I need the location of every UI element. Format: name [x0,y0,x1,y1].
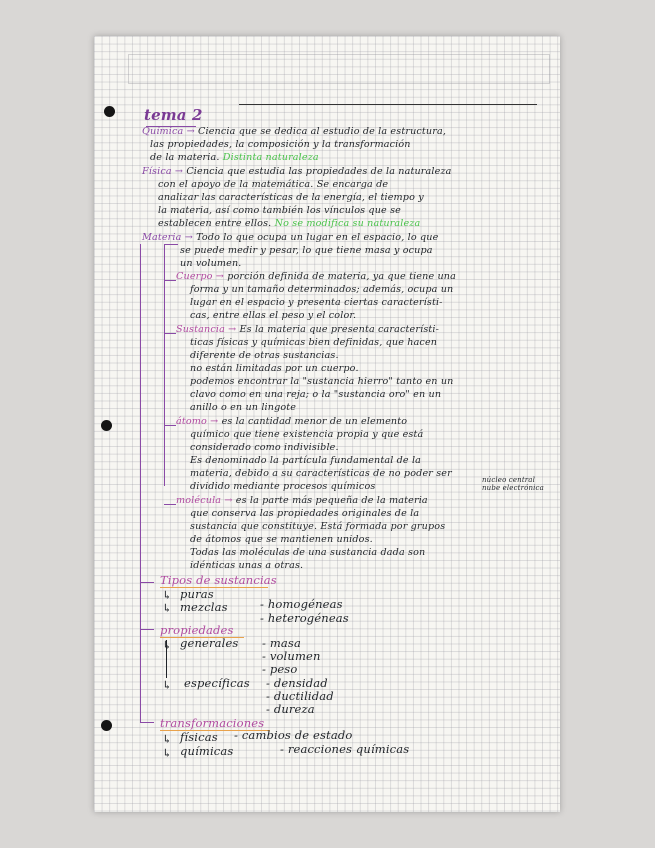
tipos-puras: puras [180,587,214,601]
note-text: establecen entre ellos. [158,218,275,229]
note-line [190,442,339,454]
note-text: lugar en el espacio y presenta ciertas característi- [190,297,443,308]
note-text: Cuerpo → [176,271,228,282]
note-text: Es la materia que presenta característi- [239,324,440,335]
main-tree-branch [140,629,154,630]
note-text: se puede medir y pesar, lo que tiene masa y ocupa [180,245,433,256]
note-text: cas, entre ellas el peso y el color. [190,310,357,321]
note-line [142,232,438,244]
note-line [190,429,423,441]
note-line [190,508,419,520]
generales-arrow: ↳ [162,638,172,652]
atom-note-2: nube electrónica [482,484,544,492]
note-text: las propiedades, la composición y la transformación [150,139,411,150]
materia-tree-branch [164,425,176,426]
binder-hole [101,720,112,731]
tipos-mezclas-arrow: ↳ [162,601,172,615]
materia-tree-branch [164,333,176,334]
note-text: podemos encontrar la "sustancia hierro" tanto en un [190,376,454,387]
transformaciones-quimicas: químicas [180,744,234,758]
note-text: diferente de otras sustancias. [190,350,339,361]
note-line [190,547,425,559]
note-line [180,258,242,270]
note-line [190,468,452,480]
note-line [158,218,420,230]
note-text: un volumen. [180,258,242,269]
note-text: que conserva las propiedades originales de la [190,508,420,519]
note-line [158,205,401,217]
tipos-underline [160,587,268,588]
note-line [150,152,319,164]
note-line [142,126,446,138]
especificas-dureza: - dureza [266,702,315,716]
note-text: Materia → [142,232,197,243]
generales-masa: - masa [262,636,301,650]
note-line [190,363,359,375]
title-underline [239,104,537,105]
note-text: la materia, así como también los vínculos que se [158,205,401,216]
tipos-mezclas: mezclas [180,600,228,614]
note-text: idénticas unas a otras. [190,560,304,571]
note-text: analizar las características de la energía, el tiempo y [158,192,424,203]
note-line [190,455,421,467]
note-line [176,324,439,336]
note-line [190,481,375,493]
notebook-page [94,36,560,812]
main-tree-line [140,244,141,722]
especificas-ductilidad: - ductilidad [266,689,334,703]
propiedades-generales: generales [180,636,239,650]
note-text: con el apoyo de la matemática. Se encarga de [158,179,389,190]
note-text: Es denominado la partícula fundamental de la [190,455,422,466]
note-text: sustancia que constituye. Está formada por grupos [190,521,446,532]
note-line [190,350,339,362]
note-text: No se modifica su naturaleza [274,218,421,229]
tipos-heading: Tipos de sustancias [160,573,277,587]
note-line [158,192,424,204]
note-text: Todo lo que ocupa un lugar en el espacio, lo que [196,232,439,243]
note-line [190,310,356,322]
note-text: Ciencia que estudia las propiedades de la naturaleza [186,166,452,177]
note-line [176,416,407,428]
note-text: átomo → [176,416,222,427]
note-text: Ciencia que se dedica al estudio de la estructura, [198,126,447,137]
note-text: anillo o en un lingote [190,402,297,413]
note-text: Todas las moléculas de una sustancia dada son [190,547,426,558]
tipos-puras-arrow: ↳ [162,588,172,602]
note-line [190,284,453,296]
quimicas-reacciones: - reacciones químicas [280,742,410,756]
note-line [180,245,433,257]
note-text: es la cantidad menor de un elemento [221,416,408,427]
materia-tree-branch [164,280,176,281]
especificas-arrow: ↳ [162,678,172,692]
note-text: es la parte más pequeña de la materia [235,495,428,506]
note-line [190,376,454,388]
note-line [190,389,441,401]
generales-volumen: - volumen [262,649,321,663]
note-text: forma y un tamaño determinados; además, ocupa un [190,284,454,295]
note-line [190,337,437,349]
fisicas-cambios: - cambios de estado [234,728,353,742]
note-text: químico que tiene existencia propia y que está [190,429,424,440]
binder-hole [101,420,112,431]
note-text: Física → [142,166,187,177]
main-tree-branch [140,582,154,583]
fisicas-arrow: ↳ [162,732,172,746]
generales-peso: - peso [262,662,298,676]
note-text: Química → [142,126,199,137]
note-line [176,495,428,507]
atom-note-1: núcleo central [482,476,536,484]
note-line [150,139,411,151]
note-line [142,166,452,178]
notes [94,36,560,812]
note-line [176,271,456,283]
note-line [158,179,388,191]
materia-tree-branch [164,504,176,505]
note-text: Sustancia → [176,324,240,335]
quimicas-arrow: ↳ [162,746,172,760]
note-text: no están limitadas por un cuerpo. [190,363,359,374]
note-text: molécula → [176,495,236,506]
note-line [190,297,443,309]
binder-hole [104,106,115,117]
main-tree-branch [140,722,154,723]
note-text: considerado como indivisible. [190,442,339,453]
note-text: dividido mediante procesos químicos [190,481,376,492]
transformaciones-fisicas: físicas [180,730,218,744]
note-text: de átomos que se mantienen unidos. [190,534,373,545]
note-text: porción definida de materia, ya que tiene una [227,271,457,282]
note-line [190,402,296,414]
note-line [190,560,303,572]
propiedades-especificas: específicas [184,676,250,690]
tipos-heterogeneas: - heterogéneas [260,611,349,625]
note-text: Distinta naturaleza [222,152,319,163]
especificas-densidad: - densidad [266,676,328,690]
note-line [190,534,373,546]
materia-tree-branch [164,244,178,245]
note-line [190,521,445,533]
note-text: materia, debido a su características de no poder ser [190,468,452,479]
note-text: ticas físicas y químicas bien definidas, que hacen [190,337,438,348]
propiedades-heading: propiedades [160,623,234,637]
note-text: de la materia. [150,152,223,163]
note-text: clavo como en una reja; o la "sustancia oro" en un [190,389,442,400]
tipos-homogeneas: - homogéneas [260,597,343,611]
transformaciones-heading: transformaciones [160,716,265,730]
page-title: tema 2 [144,106,203,124]
